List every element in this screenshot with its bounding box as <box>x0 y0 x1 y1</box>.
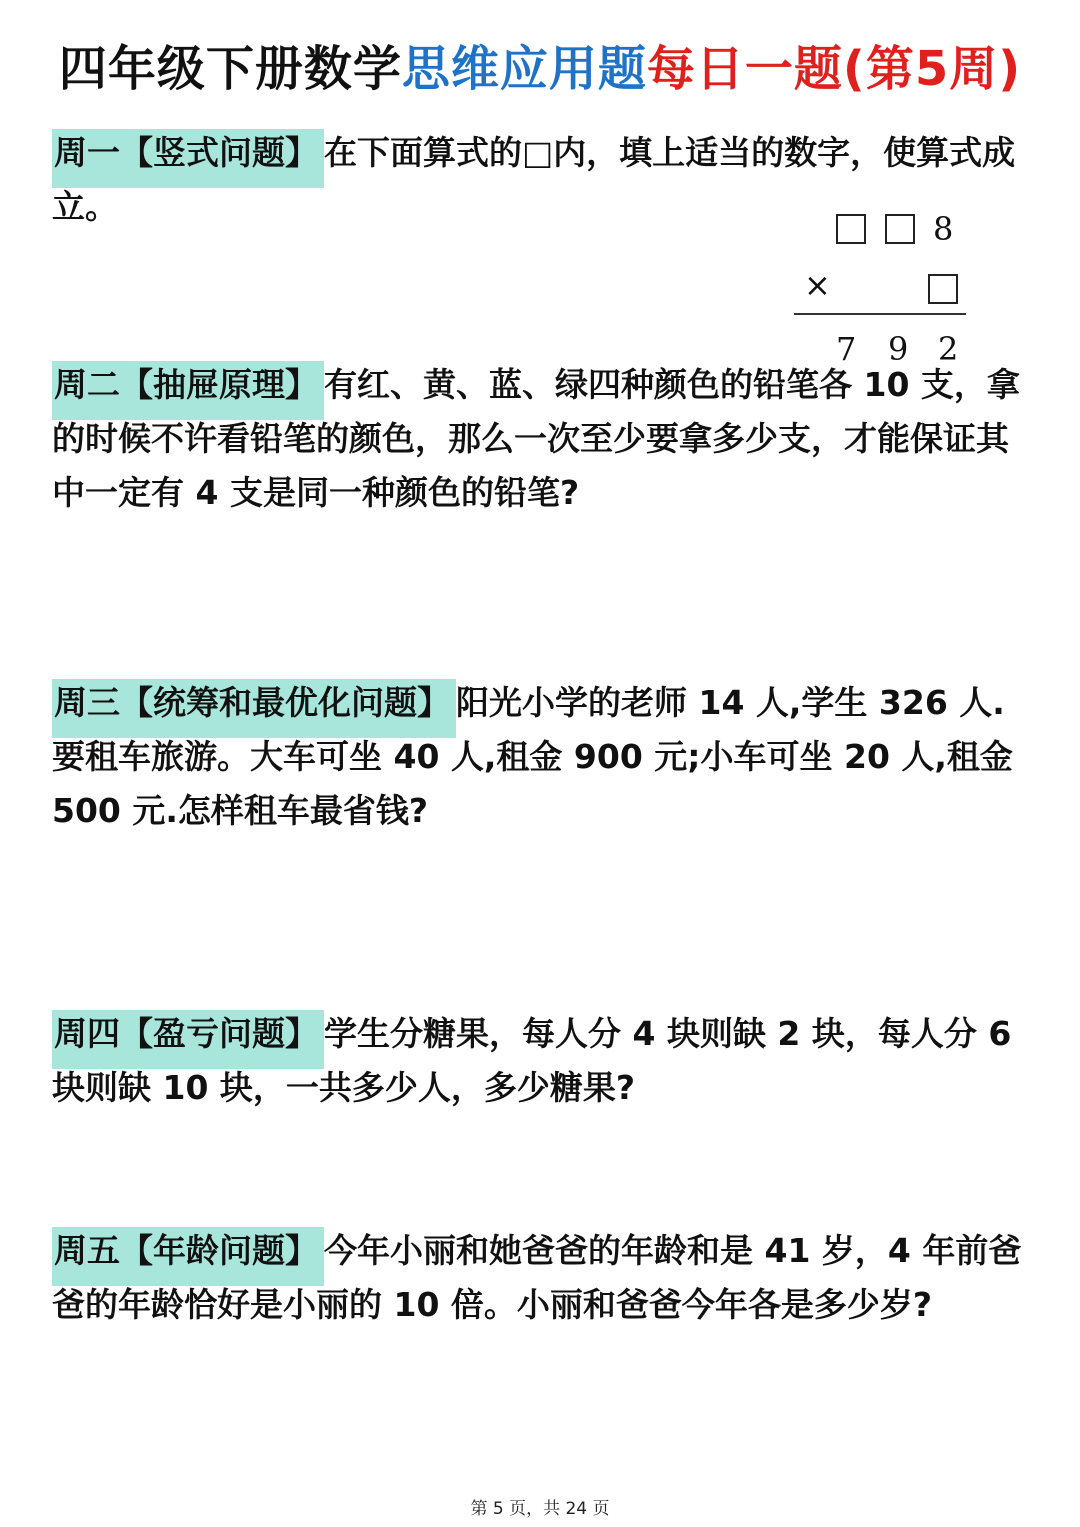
question-wednesday <box>52 676 1032 838</box>
question-tag: 周五【年龄问题】 <box>52 1227 324 1286</box>
calc-digit: 2 <box>938 330 959 368</box>
question-tag: 周一【竖式问题】 <box>52 129 324 188</box>
question-text: 学生分糖果，每人分 4 块则缺 2 块，每人分 6 块则缺 10 块，一共多少人，多少糖果? <box>52 1014 1012 1107</box>
page-title <box>0 30 1080 99</box>
calc-rule-line <box>794 313 966 315</box>
question-text: 在下面算式的□内，填上适当的数字，使算式成立。 <box>52 133 1016 226</box>
question-text: 今年小丽和她爸爸的年龄和是 41 岁，4 年前爸爸的年龄恰好是小丽的 10 倍。小丽和爸爸今年各是多少岁? <box>52 1231 1022 1324</box>
blank-box <box>836 214 866 244</box>
calc-digit: 8 <box>933 210 954 248</box>
blank-box <box>885 214 915 244</box>
question-text: 有红、黄、蓝、绿四种颜色的铅笔各 10 支，拿的时候不许看铅笔的颜色，那么一次至少要拿多少支，才能保证其中一定有 4 支是同一种颜色的铅笔? <box>52 365 1020 512</box>
vertical-multiplication <box>790 200 970 380</box>
question-tuesday <box>52 358 1032 520</box>
calc-digit: 7 <box>836 330 857 368</box>
question-tag: 周二【抽屉原理】 <box>52 361 324 420</box>
blank-box <box>928 274 958 304</box>
title-part-topic: 思维应用题 <box>401 41 647 97</box>
question-text: 阳光小学的老师 14 人,学生 326 人.要租车旅游。大车可坐 40 人,租金 900 元;小车可坐 20 人,租金 500 元.怎样租车最省钱? <box>52 683 1013 830</box>
question-thursday <box>52 1007 1032 1115</box>
question-friday <box>52 1224 1032 1332</box>
page-number: 第 5 页，共 24 页 <box>470 1499 610 1519</box>
calc-digit: 9 <box>888 330 909 368</box>
title-part-grade: 四年级下册数学 <box>58 41 402 97</box>
question-tag: 周四【盈亏问题】 <box>52 1010 324 1069</box>
multiply-sign: × <box>804 266 831 304</box>
title-part-daily: 每日一题(第5周) <box>646 41 1022 97</box>
question-tag: 周三【统筹和最优化问题】 <box>52 679 456 738</box>
